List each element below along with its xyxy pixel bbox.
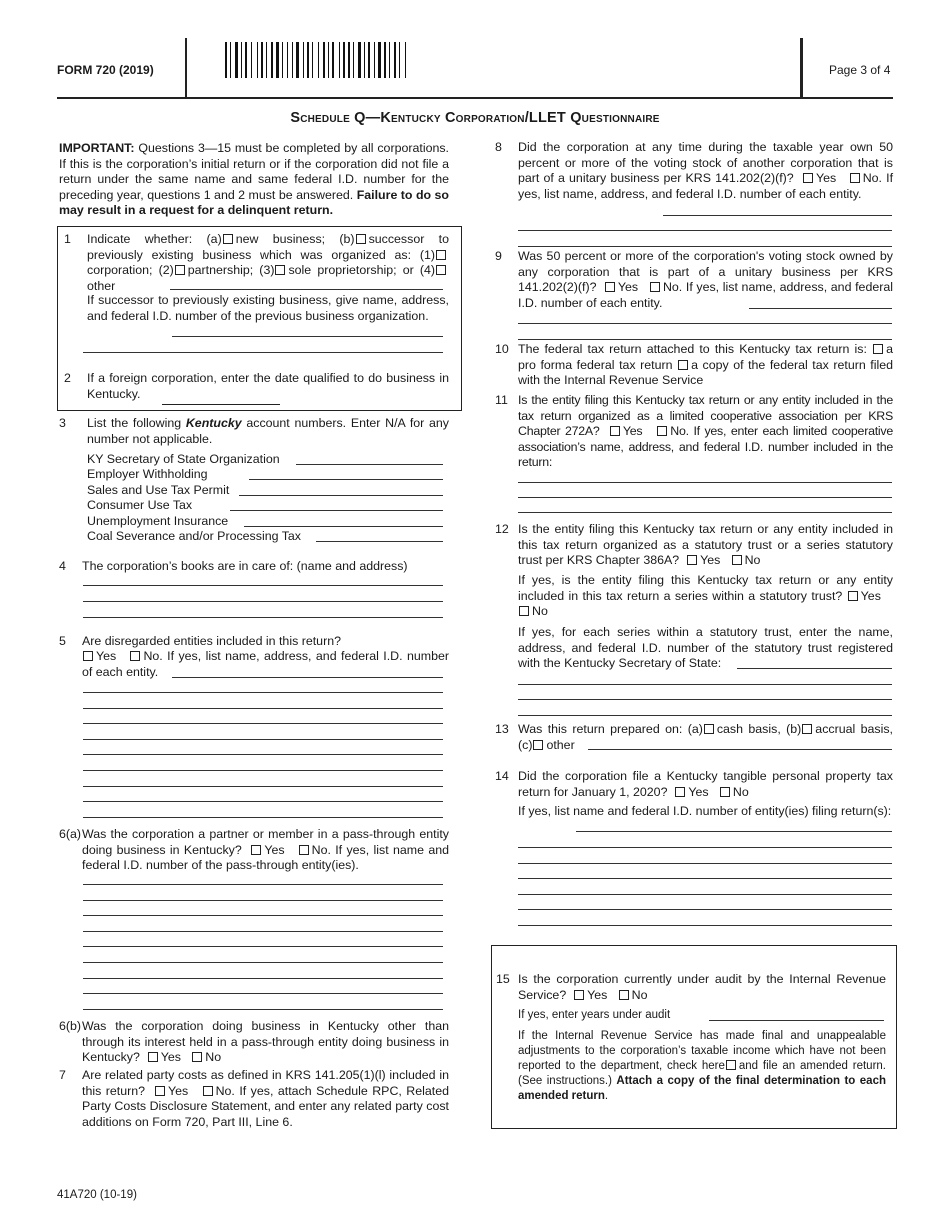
- q12-series-text: [518, 573, 893, 620]
- q10-pro-forma-checkbox[interactable]: [873, 344, 883, 354]
- q8-question: Did the corporation at any time during the taxable year own 50 percent or more of the voting stock of another corporation that is part of a unitary business per KRS 141.202(2)(f)?: [518, 140, 893, 186]
- q14-line-2[interactable]: [518, 863, 892, 864]
- q8-yes-label: Yes: [816, 171, 837, 186]
- q15-question: Is the corporation currently under audit by the Internal Revenue Service?: [518, 972, 886, 1002]
- barcode-bar: [312, 42, 313, 78]
- q12-number: 12: [495, 522, 509, 536]
- q8-no-label: No. If yes, list name, address, and federal I.D. number of each entity.: [518, 171, 894, 201]
- q5-line-6[interactable]: [83, 770, 443, 771]
- q8-number: 8: [495, 140, 502, 154]
- q6a-line-2[interactable]: [83, 900, 443, 901]
- q6a-text: [82, 827, 449, 874]
- q15-amended-bold: Attach a copy of the final determination to each amended return: [518, 1075, 886, 1102]
- q1-lead: Indicate whether: (a): [87, 232, 222, 246]
- q13-accrual-checkbox[interactable]: [802, 724, 812, 734]
- q7-text: [82, 1068, 449, 1130]
- q5-answer: [82, 649, 449, 680]
- q3-account-6: Coal Severance and/or Processing Tax: [87, 529, 301, 543]
- q12-yes-label: Yes: [700, 553, 721, 568]
- q4-number: 4: [59, 559, 66, 573]
- barcode-bar: [318, 42, 319, 78]
- q5-no-checkbox[interactable]: [130, 651, 140, 661]
- q6b-yes-checkbox[interactable]: [148, 1052, 158, 1062]
- q7-question: Are related party costs as defined in KRS 141.205(1)(l) included in this return?: [82, 1068, 449, 1098]
- q13-other-label: other: [546, 737, 575, 752]
- q1-corporation-label: corporation; (2): [87, 263, 174, 278]
- q6b-no-checkbox[interactable]: [192, 1052, 202, 1062]
- barcode-bar: [389, 42, 390, 78]
- q15-no-checkbox[interactable]: [619, 990, 629, 1000]
- q3-account-5: Unemployment Insurance: [87, 514, 229, 528]
- q6a-line-3[interactable]: [83, 915, 443, 916]
- q15-number: 15: [496, 972, 510, 986]
- q15-years-label: If yes, enter years under audit: [518, 1009, 671, 1021]
- intro-text: Questions 3—15 must be completed by all corporations. If this is the corporation’s initial return or if the corporation did not file a return under the same name and same federal I.D. number for the preceding year, questions 1 and 2 must be answered.: [59, 141, 449, 202]
- barcode: [225, 42, 437, 78]
- schedule-title: Schedule Q—Kentucky Corporation/LLET Questionnaire: [290, 110, 660, 126]
- barcode-bar: [307, 42, 309, 78]
- q12-line-2[interactable]: [518, 684, 892, 685]
- q5-entry-line[interactable]: [172, 677, 443, 678]
- q3-account-6-line[interactable]: [316, 541, 443, 542]
- q6a-number: 6(a): [59, 827, 82, 841]
- q3-text-b: account numbers. Enter N/A for any number not applicable.: [87, 416, 449, 446]
- q15-amended-text: [518, 1029, 886, 1104]
- q3-number: 3: [59, 416, 66, 430]
- q9-yes-checkbox[interactable]: [605, 282, 615, 292]
- q6a-line-4[interactable]: [83, 931, 443, 932]
- q6a-yes-checkbox[interactable]: [251, 845, 261, 855]
- q5-yes-label: Yes: [96, 649, 117, 663]
- q5-yes-checkbox[interactable]: [83, 651, 93, 661]
- q13-other-prefix: (c): [518, 737, 533, 752]
- q15-yes-label: Yes: [587, 987, 608, 1002]
- q3-account-1: KY Secretary of State Organization: [87, 452, 280, 466]
- q12-series-no-label: No: [532, 604, 548, 619]
- q3-account-3: Sales and Use Tax Permit: [87, 483, 230, 497]
- q1-sole-prop-label: sole proprietorship; or (4): [288, 263, 435, 278]
- q12-series-yes-checkbox[interactable]: [848, 591, 858, 601]
- q6a-line-7[interactable]: [83, 978, 443, 979]
- q5-line-2[interactable]: [83, 708, 443, 709]
- barcode-bar: [368, 42, 370, 78]
- barcode-bar: [374, 42, 375, 78]
- q9-no-checkbox[interactable]: [650, 282, 660, 292]
- barcode-bar: [276, 42, 279, 78]
- q6b-text: [82, 1019, 449, 1066]
- q5-line-9[interactable]: [83, 817, 443, 818]
- barcode-bar: [296, 42, 299, 78]
- q14-question: Did the corporation file a Kentucky tangible personal property tax return for January 1, 2020?: [518, 769, 893, 799]
- q5-line-3[interactable]: [83, 723, 443, 724]
- q6a-line-5[interactable]: [83, 946, 443, 947]
- barcode-bar: [353, 42, 354, 78]
- q4-line-1[interactable]: [83, 585, 443, 586]
- q14-line-5[interactable]: [518, 909, 892, 910]
- q10-copy-label: a copy of the federal tax return filed with the Internal Revenue Service: [518, 357, 893, 388]
- q15-no-label: No: [631, 987, 648, 1002]
- barcode-bar: [394, 42, 396, 78]
- q6a-no-label: No. If yes, list name and federal I.D. number of the pass-through entity(ies).: [82, 842, 449, 873]
- q13-cash-label: cash basis, (b): [716, 722, 802, 736]
- q7-yes-label: Yes: [167, 1083, 189, 1098]
- q1-partnership-checkbox[interactable]: [175, 265, 185, 275]
- barcode-bar: [261, 42, 263, 78]
- q7-number: 7: [59, 1068, 66, 1082]
- q1-sole-prop-checkbox[interactable]: [275, 265, 285, 275]
- q11-yes-checkbox[interactable]: [610, 426, 620, 436]
- barcode-bar: [271, 42, 273, 78]
- q15-amended-mid: and file an amended return. (See instructions.): [518, 1060, 886, 1087]
- q7-no-label: No. If yes, attach Schedule RPC, Related Party Costs Disclosure Statement, and enter any related party cost additions on Form 720, Part III, Line 6.: [82, 1083, 450, 1129]
- barcode-bar: [399, 42, 400, 78]
- q1-other-label: other: [87, 278, 116, 293]
- barcode-bar: [235, 42, 238, 78]
- q3-account-4: Consumer Use Tax: [87, 498, 193, 512]
- q3-account-1-line[interactable]: [296, 464, 443, 465]
- q12-no-label: No: [744, 553, 761, 568]
- q6a-line-1[interactable]: [83, 884, 443, 885]
- q13-number: 13: [495, 722, 509, 736]
- q9-text: [518, 249, 893, 311]
- intro-paragraph: [59, 141, 449, 219]
- q8-line-2[interactable]: [518, 230, 892, 231]
- q1-successor-checkbox[interactable]: [356, 234, 366, 244]
- q6a-question: Was the corporation a partner or member in a pass-through entity doing business in Kentucky?: [82, 827, 449, 857]
- q10-pro-forma-label: a pro forma federal tax return: [518, 342, 893, 372]
- q11-text: [518, 393, 893, 471]
- q1-new-business-label: new business; (b): [235, 232, 355, 246]
- q11-no-label: No. If yes, enter each limited cooperative association’s name, address, and federal I.D. number included in the return:: [518, 424, 893, 470]
- barcode-bar: [339, 42, 340, 78]
- q5-no-label: No. If yes, list name, address, and federal I.D. number of each entity.: [82, 649, 449, 679]
- barcode-bar: [358, 42, 361, 78]
- q12-yes-checkbox[interactable]: [687, 555, 697, 565]
- q12-series-question: If yes, is the entity filing this Kentucky tax return or any entity included in this tax return a series within a statutory trust?: [518, 573, 893, 603]
- barcode-bar: [378, 42, 381, 78]
- q5-line-4[interactable]: [83, 739, 443, 740]
- q9-entry-line[interactable]: [749, 308, 892, 309]
- q14-line-1[interactable]: [518, 847, 892, 848]
- q3-account-2-line[interactable]: [249, 479, 443, 480]
- barcode-bar: [257, 42, 258, 78]
- q11-yes-label: Yes: [622, 424, 643, 439]
- q15-text: [518, 972, 886, 1003]
- intro-lead: IMPORTANT:: [59, 141, 135, 155]
- q12-line-4[interactable]: [518, 715, 892, 716]
- header-divider-right: [800, 38, 803, 98]
- q6a-no-checkbox[interactable]: [299, 845, 309, 855]
- q12-text: [518, 522, 893, 569]
- q14-yes-checkbox[interactable]: [675, 787, 685, 797]
- q2-text: If a foreign corporation, enter the date qualified to do business in Kentucky.: [87, 371, 449, 401]
- q14-line-4[interactable]: [518, 894, 892, 895]
- q14-line-3[interactable]: [518, 878, 892, 879]
- q1-other-line[interactable]: [170, 289, 443, 290]
- barcode-bar: [292, 42, 293, 78]
- q12-line-3[interactable]: [518, 699, 892, 700]
- q14-number: 14: [495, 769, 509, 783]
- q1-entry-line-1[interactable]: [172, 336, 443, 337]
- q10-question: The federal tax return attached to this Kentucky tax return is:: [518, 342, 867, 356]
- q10-text: [518, 342, 893, 389]
- barcode-bar: [343, 42, 345, 78]
- q7-yes-checkbox[interactable]: [155, 1086, 165, 1096]
- q6a-line-8[interactable]: [83, 993, 443, 994]
- q12-trust-text: If yes, for each series within a statutory trust, enter the name, address, and federal I.D. number of the statutory trust registered with the Kentucky Secretary of State:: [518, 625, 893, 671]
- q9-yes-label: Yes: [617, 280, 639, 295]
- q11-line-1[interactable]: [518, 482, 892, 483]
- q5-line-8[interactable]: [83, 801, 443, 802]
- q11-line-3[interactable]: [518, 512, 892, 513]
- q11-number: 11: [495, 393, 508, 407]
- q3-account-4-line[interactable]: [230, 510, 443, 511]
- q13-question: Was this return prepared on: (a): [518, 722, 703, 736]
- q12-no-checkbox[interactable]: [732, 555, 742, 565]
- q14-entry-line[interactable]: [576, 831, 892, 832]
- q8-no-checkbox[interactable]: [850, 173, 860, 183]
- page-number: Page 3 of 4: [829, 63, 891, 77]
- barcode-bar: [245, 42, 247, 78]
- barcode-bar: [384, 42, 386, 78]
- q14-no-label: No: [732, 784, 749, 799]
- q4-line-3[interactable]: [83, 617, 443, 618]
- q1-number: 1: [64, 232, 71, 246]
- q5-line-1[interactable]: [83, 692, 443, 693]
- q6b-no-label: No: [205, 1050, 222, 1065]
- q1-text: [87, 232, 449, 294]
- q7-no-checkbox[interactable]: [203, 1086, 213, 1096]
- q1-entry-line-2[interactable]: [83, 352, 443, 353]
- q2-number: 2: [64, 371, 71, 385]
- q6b-question: Was the corporation doing business in Kentucky other than through its interest held in a pass-through entity doing business in Kentucky?: [82, 1019, 449, 1065]
- q5-text: Are disregarded entities included in this return?: [82, 634, 341, 648]
- barcode-bar: [225, 42, 227, 78]
- barcode-bar: [287, 42, 288, 78]
- q10-copy-checkbox[interactable]: [678, 360, 688, 370]
- q9-line-2[interactable]: [518, 323, 892, 324]
- q12-series-yes-label: Yes: [860, 588, 881, 603]
- barcode-bar: [303, 42, 304, 78]
- q4-text: The corporation’s books are in care of: (name and address): [82, 559, 408, 573]
- q12-entry-line[interactable]: [737, 668, 892, 669]
- q4-line-2[interactable]: [83, 601, 443, 602]
- q6a-yes-label: Yes: [264, 842, 285, 857]
- header-divider-left: [185, 38, 187, 98]
- q1-partnership-label: partnership; (3): [187, 263, 275, 278]
- q5-line-7[interactable]: [83, 786, 443, 787]
- q15-amended-lead: If the Internal Revenue Service has made final and unappealable adjustments to the corporation’s taxable income which have not been reported to the department, check here: [518, 1030, 886, 1072]
- q1-other-checkbox[interactable]: [436, 265, 446, 275]
- barcode-bar: [348, 42, 350, 78]
- q13-other-checkbox[interactable]: [533, 740, 543, 750]
- barcode-bar: [266, 42, 267, 78]
- q10-number: 10: [495, 342, 509, 356]
- q3-text-a: List the following: [87, 416, 186, 430]
- q14-yes-label: Yes: [688, 784, 709, 799]
- q15-amended-end: .: [604, 1090, 609, 1102]
- q9-line-3[interactable]: [518, 339, 892, 340]
- q1-new-business-checkbox[interactable]: [223, 234, 233, 244]
- q14-followup: If yes, list name and federal I.D. number of entity(ies) filing return(s):: [518, 804, 892, 818]
- q3-account-5-line[interactable]: [244, 526, 443, 527]
- header-bottom-rule: [57, 97, 893, 99]
- q8-yes-checkbox[interactable]: [803, 173, 813, 183]
- q8-line-3[interactable]: [518, 246, 892, 247]
- q5-number: 5: [59, 634, 66, 648]
- q9-question: Was 50 percent or more of the corporation's voting stock owned by any corporation that is part of a unitary business per KRS 141.202(2)(f)?: [518, 249, 893, 295]
- barcode-bar: [405, 42, 406, 78]
- q3-text: [87, 416, 449, 447]
- q1-corporation-checkbox[interactable]: [436, 250, 446, 260]
- q8-text: [518, 140, 893, 202]
- q6a-line-9[interactable]: [83, 1009, 443, 1010]
- q3-account-2: Employer Withholding: [87, 467, 208, 481]
- q1-successor-label: successor to previously existing business which was organized as: (1): [87, 232, 449, 262]
- q15-amended-checkbox[interactable]: [726, 1060, 736, 1070]
- q5-line-5[interactable]: [83, 754, 443, 755]
- barcode-bar: [328, 42, 329, 78]
- q12-series-no-checkbox[interactable]: [519, 606, 529, 616]
- barcode-bar: [332, 42, 334, 78]
- q1-followup: If successor to previously existing business, give name, address, and federal I.D. number of the previous business organization.: [87, 293, 449, 323]
- barcode-bar: [323, 42, 325, 78]
- form-footer-code: 41A720 (10-19): [57, 1189, 137, 1201]
- q9-no-label: No. If yes, list name, address, and federal I.D. number of each entity.: [518, 280, 893, 310]
- q13-cash-checkbox[interactable]: [704, 724, 714, 734]
- q13-accrual-label: accrual basis,: [815, 722, 893, 736]
- q15-yes-checkbox[interactable]: [574, 990, 584, 1000]
- intro-warning: Failure to do so may result in a request for a delinquent return.: [59, 187, 449, 218]
- q13-other-line[interactable]: [588, 749, 892, 750]
- q8-entry-line[interactable]: [663, 215, 892, 216]
- q6b-yes-label: Yes: [160, 1050, 181, 1065]
- barcode-bar: [251, 42, 252, 78]
- barcode-bar: [241, 42, 242, 78]
- barcode-bar: [230, 42, 231, 78]
- q14-line-6[interactable]: [518, 925, 892, 926]
- barcode-bar: [282, 42, 283, 78]
- q12-question: Is the entity filing this Kentucky tax return or any entity included in this tax return organized as a statutory trust or a series statutory trust per KRS Chapter 386A?: [518, 522, 893, 568]
- q11-question: Is the entity filing this Kentucky tax return or any entity included in the tax return organized as a limited cooperative association per KRS Chapter 272A?: [518, 393, 893, 439]
- q2-date-line[interactable]: [162, 404, 280, 405]
- q6b-number: 6(b): [59, 1019, 82, 1033]
- q15-years-line[interactable]: [709, 1020, 884, 1021]
- q9-number: 9: [495, 249, 502, 263]
- q3-account-3-line[interactable]: [239, 495, 443, 496]
- q14-text: [518, 769, 893, 800]
- q14-no-checkbox[interactable]: [720, 787, 730, 797]
- form-number: FORM 720 (2019): [57, 63, 154, 77]
- q6a-line-6[interactable]: [83, 962, 443, 963]
- q11-no-checkbox[interactable]: [657, 426, 667, 436]
- barcode-bar: [364, 42, 365, 78]
- q3-text-em: Kentucky: [185, 416, 242, 430]
- q11-line-2[interactable]: [518, 497, 892, 498]
